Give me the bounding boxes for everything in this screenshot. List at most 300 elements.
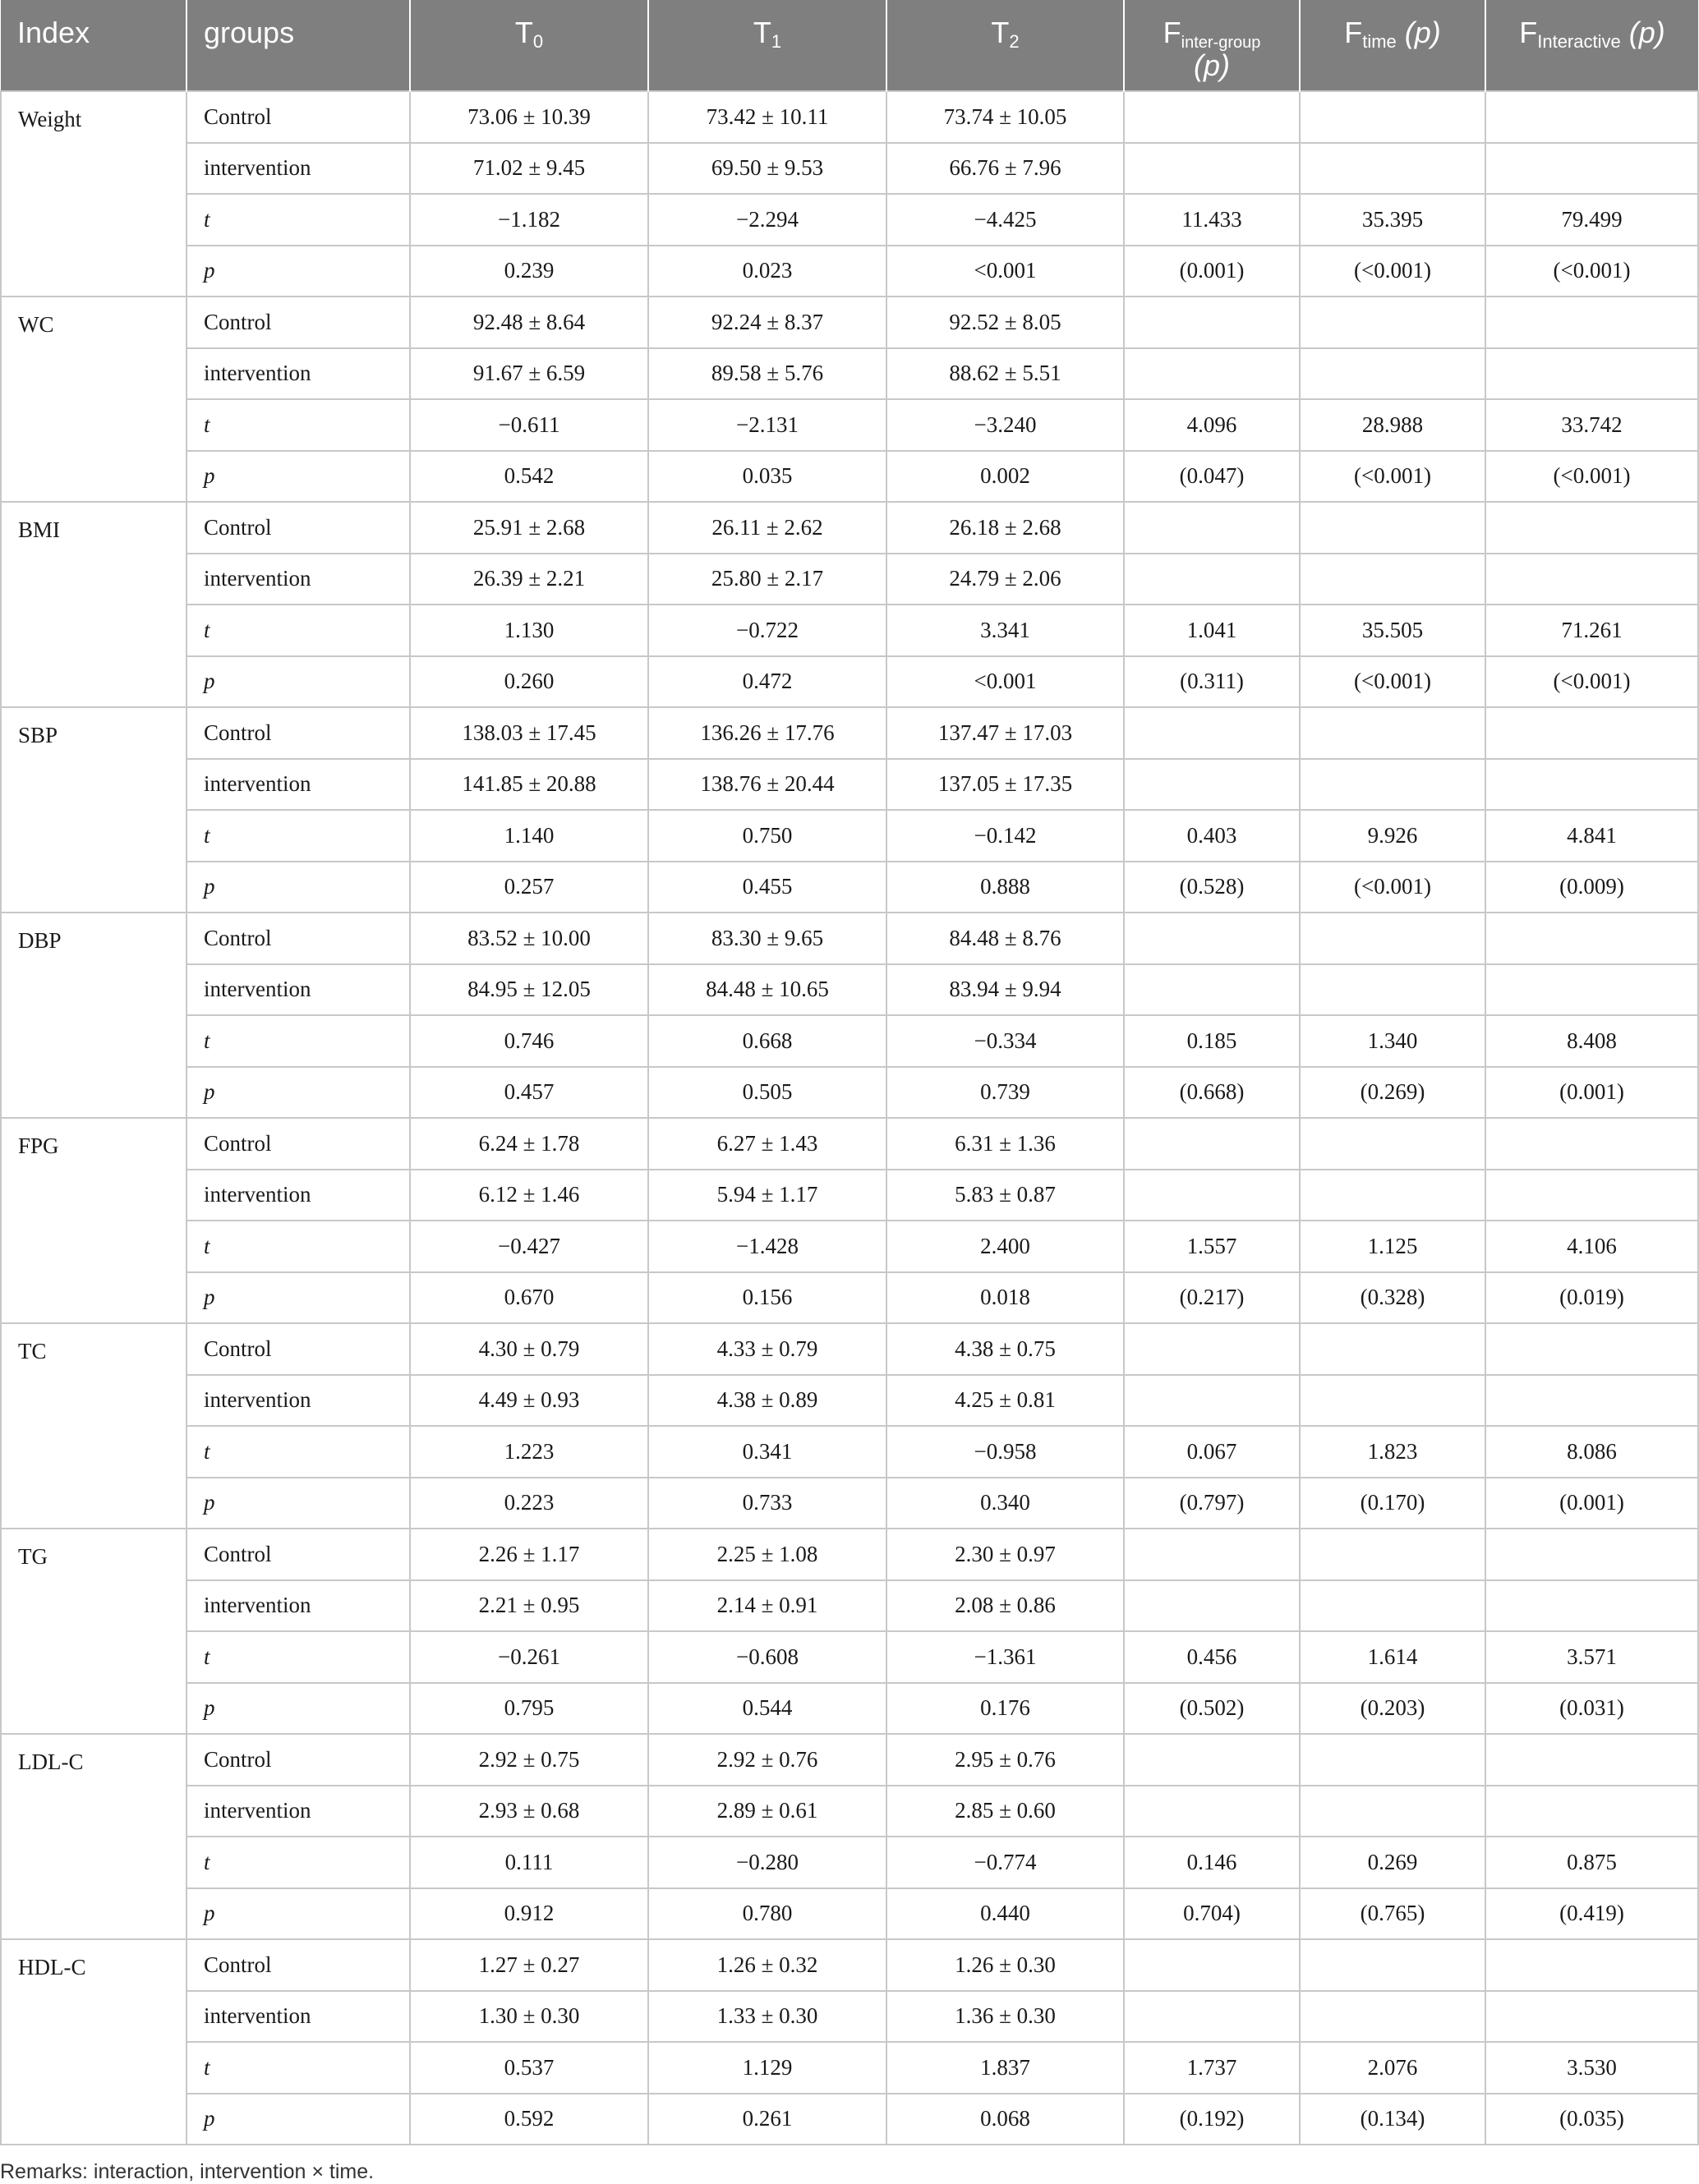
table-row [1,1170,1698,1221]
group-cell [186,194,410,246]
value-cell-t1: 0.472 [648,656,886,708]
value-cell-t0: 2.93 ± 0.68 [410,1786,648,1837]
value-cell-t1: 0.156 [648,1272,886,1324]
index-cell: SBP [1,707,186,913]
index-cell: TC [1,1323,186,1529]
table-row [1,1375,1698,1427]
value-cell-t2: 0.068 [886,2094,1124,2145]
stat-label: t [204,822,210,848]
table-row [1,2094,1698,2145]
value-cell-t1: 2.25 ± 1.08 [648,1529,886,1580]
group-cell: Control [186,1529,410,1580]
f-stat-cell [1124,554,1300,605]
f-stat-cell [1300,707,1485,759]
table-row [1,1118,1698,1170]
f-stat-cell: 4.106 [1485,1221,1698,1272]
table-row [1,1015,1698,1067]
table-row [1,399,1698,451]
value-cell-t1: 69.50 ± 9.53 [648,143,886,195]
value-cell-t1: 4.38 ± 0.89 [648,1375,886,1427]
f-stat-cell: (0.217) [1124,1272,1300,1324]
group-cell [186,1683,410,1735]
f-stat-cell [1485,964,1698,1016]
f-stat-cell [1300,759,1485,811]
f-stat-cell: (<0.001) [1300,246,1485,297]
stat-label: t [204,1644,210,1669]
value-cell-t1: −0.722 [648,605,886,656]
table-row [1,1426,1698,1478]
stat-label: p [204,669,215,694]
f-stat-cell: 0.875 [1485,1837,1698,1888]
value-cell-t1: 0.505 [648,1067,886,1119]
f-stat-cell [1485,1580,1698,1632]
stat-label: p [204,1285,215,1310]
value-cell-t1: 138.76 ± 20.44 [648,759,886,811]
table-row [1,759,1698,811]
group-cell [186,605,410,656]
f-stat-cell [1300,1580,1485,1632]
f-stat-cell: (0.031) [1485,1683,1698,1735]
header-row [1,0,1698,91]
f-stat-cell [1124,1529,1300,1580]
f-stat-cell: (0.134) [1300,2094,1485,2145]
group-cell: intervention [186,1786,410,1837]
value-cell-t0: 91.67 ± 6.59 [410,348,648,400]
group-cell [186,1272,410,1324]
group-cell [186,656,410,708]
f-stat-cell: (0.311) [1124,656,1300,708]
value-cell-t0: 1.130 [410,605,648,656]
index-cell: HDL-C [1,1939,186,2145]
f-stat-cell [1124,1786,1300,1837]
value-cell-t2: −0.334 [886,1015,1124,1067]
value-cell-t0: −0.427 [410,1221,648,1272]
value-cell-t2: 24.79 ± 2.06 [886,554,1124,605]
table-row [1,451,1698,503]
f-stat-cell [1300,1991,1485,2043]
index-cell: Weight [1,91,186,297]
f-stat-cell: (0.269) [1300,1067,1485,1119]
f-stat-cell: 79.499 [1485,194,1698,246]
value-cell-t2: 2.30 ± 0.97 [886,1529,1124,1580]
value-cell-t1: 26.11 ± 2.62 [648,502,886,554]
stat-label: p [204,1079,215,1105]
index-cell: FPG [1,1118,186,1323]
f-stat-cell: 4.096 [1124,399,1300,451]
value-cell-t1: 0.341 [648,1426,886,1478]
group-cell: Control [186,1323,410,1375]
value-cell-t2: −3.240 [886,399,1124,451]
f-stat-cell: 35.395 [1300,194,1485,246]
table-row [1,1734,1698,1786]
value-cell-t2: −0.142 [886,810,1124,862]
group-cell [186,1015,410,1067]
group-cell [186,1221,410,1272]
f-stat-cell [1485,1375,1698,1427]
f-stat-cell: (<0.001) [1485,451,1698,503]
group-cell: intervention [186,759,410,811]
f-stat-cell: (0.419) [1485,1888,1698,1940]
f-stat-cell: 1.614 [1300,1631,1485,1683]
f-stat-cell: 9.926 [1300,810,1485,862]
f-stat-cell: (0.001) [1485,1478,1698,1529]
table-body [1,91,1698,2145]
col-header-t1: $T_1$ [648,0,886,91]
value-cell-t0: 0.111 [410,1837,648,1888]
group-cell [186,862,410,913]
value-cell-t0: 138.03 ± 17.45 [410,707,648,759]
f-stat-cell [1300,1375,1485,1427]
value-cell-t2: 137.05 ± 17.35 [886,759,1124,811]
value-cell-t0: 71.02 ± 9.45 [410,143,648,195]
f-stat-cell [1124,1375,1300,1427]
stat-label: p [204,874,215,899]
value-cell-t1: 2.14 ± 0.91 [648,1580,886,1632]
index-cell: LDL-C [1,1734,186,1939]
value-cell-t1: −0.608 [648,1631,886,1683]
f-stat-cell: (0.001) [1124,246,1300,297]
value-cell-t0: 0.746 [410,1015,648,1067]
table-row [1,1529,1698,1580]
value-cell-t2: −0.958 [886,1426,1124,1478]
group-cell: intervention [186,1580,410,1632]
f-stat-cell: (<0.001) [1485,656,1698,708]
col-header-groups: groups [186,0,410,91]
value-cell-t1: 4.33 ± 0.79 [648,1323,886,1375]
group-cell: Control [186,1734,410,1786]
f-stat-cell [1300,502,1485,554]
f-stat-cell [1485,143,1698,195]
value-cell-t1: 25.80 ± 2.17 [648,554,886,605]
f-stat-cell: (0.502) [1124,1683,1300,1735]
value-cell-t1: 92.24 ± 8.37 [648,297,886,348]
f-stat-cell [1124,1118,1300,1170]
group-cell: Control [186,502,410,554]
f-stat-cell [1300,91,1485,143]
value-cell-t2: 92.52 ± 8.05 [886,297,1124,348]
table-row [1,1221,1698,1272]
stat-label: t [204,1028,210,1053]
value-cell-t0: 0.239 [410,246,648,297]
value-cell-t2: 6.31 ± 1.36 [886,1118,1124,1170]
f-stat-cell [1124,348,1300,400]
table-row [1,707,1698,759]
value-cell-t0: 1.140 [410,810,648,862]
f-stat-cell [1485,1529,1698,1580]
f-stat-cell: 1.557 [1124,1221,1300,1272]
f-stat-cell: 3.571 [1485,1631,1698,1683]
value-cell-t1: 84.48 ± 10.65 [648,964,886,1016]
value-cell-t0: 1.223 [410,1426,648,1478]
value-cell-t0: 0.223 [410,1478,648,1529]
f-stat-cell [1485,1991,1698,2043]
f-stat-cell: 0.456 [1124,1631,1300,1683]
value-cell-t1: 0.035 [648,451,886,503]
index-cell: TG [1,1529,186,1734]
group-cell [186,810,410,862]
table-row [1,143,1698,195]
table-row [1,502,1698,554]
f-stat-cell: 0.185 [1124,1015,1300,1067]
f-stat-cell [1485,913,1698,964]
index-cell: DBP [1,913,186,1118]
value-cell-t1: 2.89 ± 0.61 [648,1786,886,1837]
value-cell-t2: <0.001 [886,246,1124,297]
value-cell-t2: 1.26 ± 0.30 [886,1939,1124,1991]
value-cell-t0: 0.542 [410,451,648,503]
f-stat-cell: 11.433 [1124,194,1300,246]
f-stat-cell: (0.328) [1300,1272,1485,1324]
f-stat-cell: 1.041 [1124,605,1300,656]
f-stat-cell [1485,297,1698,348]
f-stat-cell: 0.704) [1124,1888,1300,1940]
value-cell-t0: 0.260 [410,656,648,708]
table-row [1,1323,1698,1375]
value-cell-t2: 88.62 ± 5.51 [886,348,1124,400]
value-cell-t1: 89.58 ± 5.76 [648,348,886,400]
group-cell: Control [186,1118,410,1170]
value-cell-t0: 141.85 ± 20.88 [410,759,648,811]
stat-label: t [204,1438,210,1464]
f-stat-cell: 28.988 [1300,399,1485,451]
value-cell-t0: 1.30 ± 0.30 [410,1991,648,2043]
f-stat-cell [1485,1939,1698,1991]
value-cell-t1: 0.780 [648,1888,886,1940]
col-header-index: Index [1,0,186,91]
stat-label: t [204,1233,210,1258]
f-stat-cell: 0.067 [1124,1426,1300,1478]
value-cell-t2: 66.76 ± 7.96 [886,143,1124,195]
f-stat-cell: (0.001) [1485,1067,1698,1119]
f-stat-cell: (0.035) [1485,2094,1698,2145]
value-cell-t0: 4.30 ± 0.79 [410,1323,648,1375]
f-stat-cell [1485,554,1698,605]
table-row [1,1631,1698,1683]
f-stat-cell: 0.403 [1124,810,1300,862]
table-row [1,1991,1698,2043]
value-cell-t0: 0.537 [410,2042,648,2094]
value-cell-t2: 4.38 ± 0.75 [886,1323,1124,1375]
f-stat-cell [1300,348,1485,400]
value-cell-t2: 26.18 ± 2.68 [886,502,1124,554]
table-row [1,554,1698,605]
value-cell-t2: 0.888 [886,862,1124,913]
value-cell-t2: 84.48 ± 8.76 [886,913,1124,964]
f-stat-cell [1300,1786,1485,1837]
col-header-f-interactive: $F_{Interactive}$ (p) [1485,0,1698,91]
group-cell: Control [186,297,410,348]
group-cell: Control [186,913,410,964]
group-cell: intervention [186,1170,410,1221]
table-row [1,246,1698,297]
value-cell-t0: −1.182 [410,194,648,246]
stat-label: t [204,617,210,642]
index-cell: BMI [1,502,186,707]
group-cell: intervention [186,1375,410,1427]
value-cell-t0: 84.95 ± 12.05 [410,964,648,1016]
table-row [1,1786,1698,1837]
table-row [1,2042,1698,2094]
f-stat-cell: 0.146 [1124,1837,1300,1888]
f-stat-cell [1300,554,1485,605]
f-stat-cell [1124,1323,1300,1375]
value-cell-t0: −0.261 [410,1631,648,1683]
f-stat-cell [1300,1529,1485,1580]
table-row [1,194,1698,246]
table-row [1,1478,1698,1529]
value-cell-t2: 2.400 [886,1221,1124,1272]
f-stat-cell [1300,1170,1485,1221]
table-row [1,862,1698,913]
f-stat-cell [1300,1118,1485,1170]
index-cell: WC [1,297,186,502]
value-cell-t2: 137.47 ± 17.03 [886,707,1124,759]
value-cell-t1: 0.750 [648,810,886,862]
value-cell-t1: 0.668 [648,1015,886,1067]
table-row [1,1067,1698,1119]
stat-label: t [204,206,210,232]
stat-label: p [204,258,215,283]
value-cell-t1: −1.428 [648,1221,886,1272]
value-cell-t2: 5.83 ± 0.87 [886,1170,1124,1221]
f-stat-cell: 8.408 [1485,1015,1698,1067]
value-cell-t2: 3.341 [886,605,1124,656]
group-cell [186,451,410,503]
value-cell-t1: 6.27 ± 1.43 [648,1118,886,1170]
value-cell-t0: 83.52 ± 10.00 [410,913,648,964]
value-cell-t0: 2.92 ± 0.75 [410,1734,648,1786]
group-cell [186,399,410,451]
f-stat-cell: (0.765) [1300,1888,1485,1940]
group-cell [186,1837,410,1888]
stat-label: p [204,1695,215,1721]
value-cell-t2: 0.340 [886,1478,1124,1529]
value-cell-t2: <0.001 [886,656,1124,708]
group-cell: Control [186,91,410,143]
table-row [1,913,1698,964]
f-stat-cell [1485,759,1698,811]
value-cell-t0: 4.49 ± 0.93 [410,1375,648,1427]
f-stat-cell [1485,1118,1698,1170]
value-cell-t2: −0.774 [886,1837,1124,1888]
value-cell-t0: 1.27 ± 0.27 [410,1939,648,1991]
f-stat-cell: 33.742 [1485,399,1698,451]
value-cell-t0: 2.21 ± 0.95 [410,1580,648,1632]
f-stat-cell: (0.528) [1124,862,1300,913]
group-cell: intervention [186,964,410,1016]
value-cell-t1: 0.733 [648,1478,886,1529]
value-cell-t0: 0.670 [410,1272,648,1324]
group-cell [186,1631,410,1683]
f-stat-cell: (0.170) [1300,1478,1485,1529]
value-cell-t0: 6.12 ± 1.46 [410,1170,648,1221]
group-cell [186,2042,410,2094]
f-stat-cell: 1.737 [1124,2042,1300,2094]
group-cell: Control [186,1939,410,1991]
f-stat-cell: (<0.001) [1485,246,1698,297]
group-cell [186,2094,410,2145]
col-header-t2: $T_2$ [886,0,1124,91]
value-cell-t1: −2.131 [648,399,886,451]
f-stat-cell [1485,1786,1698,1837]
value-cell-t1: 73.42 ± 10.11 [648,91,886,143]
group-cell [186,1426,410,1478]
value-cell-t1: 136.26 ± 17.76 [648,707,886,759]
table-row [1,1683,1698,1735]
group-cell [186,1067,410,1119]
group-cell [186,1478,410,1529]
col-header-f-inter-group: $F_{inter-group}$ (p) [1124,0,1300,91]
value-cell-t1: 0.023 [648,246,886,297]
f-stat-cell [1485,1170,1698,1221]
f-stat-cell: 1.823 [1300,1426,1485,1478]
stat-label: t [204,1849,210,1874]
table-row [1,605,1698,656]
f-stat-cell [1124,1170,1300,1221]
f-stat-cell [1300,297,1485,348]
value-cell-t0: 0.912 [410,1888,648,1940]
value-cell-t1: 0.261 [648,2094,886,2145]
value-cell-t2: 2.85 ± 0.60 [886,1786,1124,1837]
f-stat-cell: (0.009) [1485,862,1698,913]
f-stat-cell [1485,348,1698,400]
stat-label: t [204,412,210,437]
f-stat-cell: 35.505 [1300,605,1485,656]
stat-label: t [204,2054,210,2080]
f-stat-cell [1124,297,1300,348]
table-row [1,1837,1698,1888]
f-stat-cell: 1.125 [1300,1221,1485,1272]
value-cell-t1: 1.129 [648,2042,886,2094]
table-row [1,1888,1698,1940]
table-row [1,1272,1698,1324]
f-stat-cell: 2.076 [1300,2042,1485,2094]
group-cell: intervention [186,348,410,400]
value-cell-t1: 1.33 ± 0.30 [648,1991,886,2043]
f-stat-cell [1124,707,1300,759]
f-stat-cell [1124,913,1300,964]
f-stat-cell: (0.203) [1300,1683,1485,1735]
stat-label: p [204,2106,215,2131]
f-stat-cell: 1.340 [1300,1015,1485,1067]
value-cell-t1: 2.92 ± 0.76 [648,1734,886,1786]
value-cell-t2: 2.08 ± 0.86 [886,1580,1124,1632]
f-stat-cell [1124,143,1300,195]
f-stat-cell [1124,759,1300,811]
value-cell-t1: 1.26 ± 0.32 [648,1939,886,1991]
value-cell-t0: 92.48 ± 8.64 [410,297,648,348]
f-stat-cell [1124,1734,1300,1786]
table-row [1,656,1698,708]
value-cell-t0: −0.611 [410,399,648,451]
group-cell: Control [186,707,410,759]
value-cell-t2: 0.440 [886,1888,1124,1940]
value-cell-t2: 0.176 [886,1683,1124,1735]
f-stat-cell [1124,91,1300,143]
f-stat-cell [1300,964,1485,1016]
value-cell-t0: 0.457 [410,1067,648,1119]
value-cell-t2: −4.425 [886,194,1124,246]
stat-label: p [204,463,215,489]
value-cell-t0: 25.91 ± 2.68 [410,502,648,554]
f-stat-cell: (0.047) [1124,451,1300,503]
value-cell-t2: 0.739 [886,1067,1124,1119]
f-stat-cell: 4.841 [1485,810,1698,862]
f-stat-cell [1300,143,1485,195]
table-row [1,348,1698,400]
value-cell-t2: 4.25 ± 0.81 [886,1375,1124,1427]
table-row [1,297,1698,348]
